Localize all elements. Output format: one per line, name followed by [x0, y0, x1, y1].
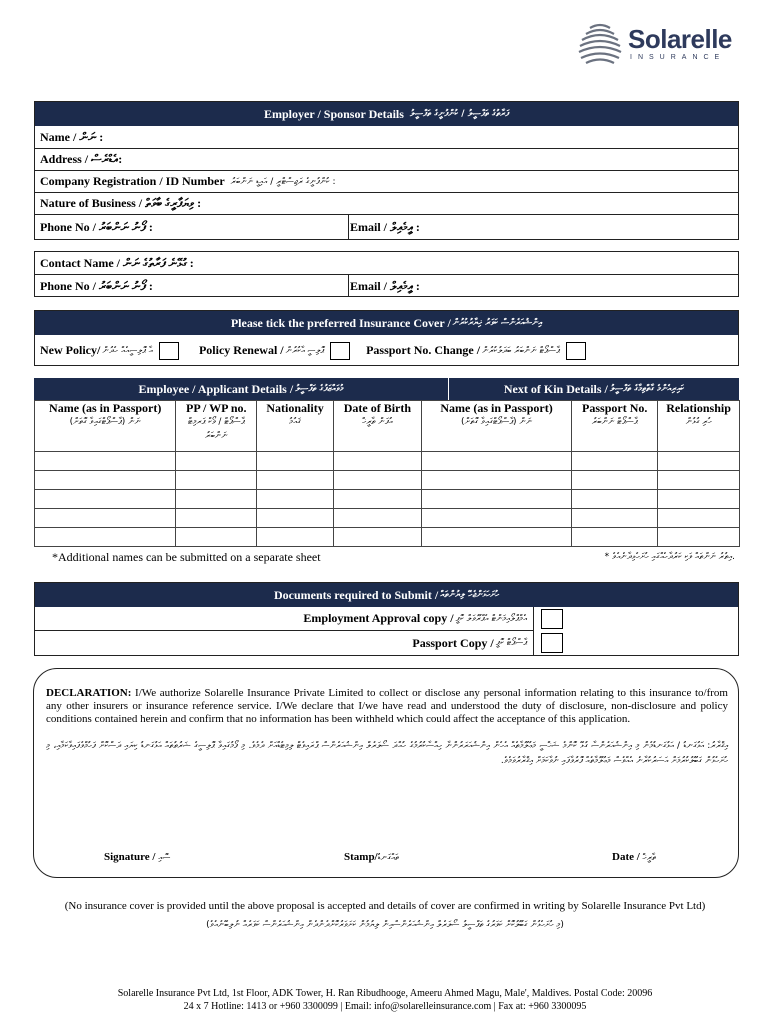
documents-header-dv: ހުށަހަޅަންޖެހޭ ލިޔުންތައް	[440, 590, 500, 600]
employer-address-label: Address / އެޑްރެސް:	[40, 152, 123, 166]
contact-email-label[interactable]: Email / އީމެއިލް :	[350, 278, 420, 293]
employer-email-label[interactable]: Email / އީމެއިލް :	[350, 220, 420, 234]
contact-name-label: Contact Name / ގުޅޭނެ ފަރާތުގެ ނަން :	[40, 255, 194, 270]
date-dv: ތާރީޚް	[642, 853, 656, 863]
policy-renewal-label: Policy Renewal /	[198, 343, 284, 357]
next-of-kin-header-label: Next of Kin Details /	[503, 381, 608, 396]
contact-phone-label[interactable]: Phone No / ފޯނު ނަންބަރު :	[40, 278, 153, 293]
passport-change-dv: ޕާސްޕޯޓް ނަންބަރު ބަދަލުކުރުން	[482, 345, 560, 356]
table-cell[interactable]	[333, 452, 421, 471]
col-kin-passport	[572, 401, 658, 452]
table-row	[35, 509, 740, 528]
contact-name-field[interactable]	[35, 252, 738, 275]
policy-renewal-checkbox[interactable]	[330, 342, 350, 360]
table-cell[interactable]	[257, 452, 334, 471]
col-nationality-label: Nationality	[266, 401, 324, 415]
contact-phone-email-divider	[348, 275, 349, 297]
table-cell[interactable]	[35, 528, 176, 547]
employer-name-field[interactable]	[35, 126, 738, 149]
table-cell[interactable]	[176, 490, 257, 509]
company-registration-label: Company Registration / ID Number	[40, 174, 225, 188]
passport-copy-label: Passport Copy /	[412, 635, 494, 650]
table-cell[interactable]	[35, 452, 176, 471]
col-kin-name-dv: ނަން (ޕާސްޕޯޓްގައިވާ ގޮތަށް)	[460, 417, 533, 427]
table-cell[interactable]	[333, 490, 421, 509]
approval-copy-dv: އެމްޕްލޯއިމަންޓް އެޕްރޫވަލް ކޮޕީ	[455, 613, 527, 624]
next-of-kin-header-dv: ކައިރިއެންމެ ގާތްތިމާގެ ތަފްސީލު	[609, 384, 685, 394]
table-row	[35, 452, 740, 471]
declaration-title: DECLARATION:	[46, 687, 132, 699]
cover-options-row	[40, 335, 738, 366]
employee-header-dv: މުވައްޒަފުގެ ތަފްސީލު	[295, 384, 344, 394]
col-nationality	[257, 401, 334, 452]
table-cell[interactable]	[257, 528, 334, 547]
passport-copy-row	[35, 631, 533, 655]
logo-globe-icon	[574, 16, 626, 68]
passport-copy-dv: ޕާސްޕޯޓް ކޮޕީ	[495, 638, 527, 648]
table-cell[interactable]	[257, 490, 334, 509]
col-nationality-dv: ޤައުމު	[289, 417, 302, 427]
contact-phone-email-row	[35, 275, 738, 297]
company-registration-dv: ކުންފުނީގެ ރަޖިސްޓްރީ / އައިޑީ ނަންބަރު :	[230, 176, 336, 187]
company-registration-field[interactable]	[35, 171, 738, 193]
new-policy-label: New Policy/	[40, 343, 101, 357]
col-dob	[333, 401, 421, 452]
employer-address-field[interactable]	[35, 149, 738, 171]
approval-copy-row	[35, 607, 533, 631]
passport-change-checkbox[interactable]	[566, 342, 586, 360]
table-row	[35, 528, 740, 547]
stamp-dv: ތައްގަނޑު	[377, 853, 400, 863]
table-cell[interactable]	[572, 452, 658, 471]
stamp-field[interactable]	[344, 851, 399, 863]
cover-notice-dv: (މި ހުށަހެޅުން ގަބޫލުކޮށް ކަވަރުގެ ތަފްސީލު ސޯލަރެލް އިންޝުއަރެންސްއިން ލިޔުމުން ކަށަވަރުކޮށްދެންދެން އިންޝުއަރެންސް ކަވަރެއް ނުލިބޭނެއެވެ)	[206, 920, 564, 930]
employee-header	[34, 378, 448, 400]
documents-divider	[533, 607, 534, 656]
table-cell[interactable]	[572, 490, 658, 509]
stamp-label: Stamp/	[344, 851, 378, 863]
table-row	[35, 490, 740, 509]
table-cell[interactable]	[176, 452, 257, 471]
signature-field[interactable]	[104, 851, 170, 863]
col-kin-passport-dv: ޕާސްޕޯޓް ނަންބަރު	[591, 417, 638, 427]
table-cell[interactable]	[421, 528, 571, 547]
table-cell[interactable]	[658, 509, 740, 528]
table-cell[interactable]	[572, 509, 658, 528]
table-cell[interactable]	[257, 509, 334, 528]
signature-label: Signature /	[104, 851, 159, 863]
table-cell[interactable]	[421, 452, 571, 471]
table-cell[interactable]	[658, 471, 740, 490]
date-field[interactable]	[612, 851, 656, 863]
col-name	[35, 401, 176, 452]
declaration-text	[46, 687, 728, 726]
employee-header-label: Employee / Applicant Details /	[138, 381, 294, 396]
passport-copy-checkbox[interactable]	[541, 633, 563, 653]
employer-phone-email-divider	[348, 215, 349, 240]
passport-change-label: Passport No. Change /	[366, 343, 481, 357]
table-cell[interactable]	[333, 471, 421, 490]
table-cell[interactable]	[572, 528, 658, 547]
employee-table	[34, 400, 740, 547]
col-pp-wp	[176, 401, 257, 452]
table-cell[interactable]	[176, 471, 257, 490]
table-cell[interactable]	[35, 471, 176, 490]
table-cell[interactable]	[176, 528, 257, 547]
employer-contact-row	[35, 215, 738, 240]
cover-header	[35, 311, 738, 335]
col-relationship-dv: ހުރި ގުޅުން	[685, 417, 712, 427]
cover-header-dv: އިންޝުއަރެންސް ކަވަރު ޚިޔާރުކުރުން	[452, 318, 543, 328]
declaration-body: I/We authorize Solarelle Insurance Private Limited to collect or disclose any personal information relating to this insurance to/from any other insurers or insurance reference service. I/We declare that I/we have read and understood the duty of disclosure, non-disclosure and policy conditions contained herein and confirm that no information has been withheld which could affect the acceptance of this application.	[46, 687, 728, 725]
cover-header-label: Please tick the preferred Insurance Cover /	[230, 315, 451, 330]
col-name-dv: ނަން (ޕާސްޕޯޓްގައިވާ ގޮތަށް)	[69, 417, 141, 427]
employer-header-label: Employer / Sponsor Details	[264, 106, 404, 121]
new-policy-checkbox[interactable]	[159, 342, 179, 360]
declaration-box	[33, 668, 739, 878]
col-name-label: Name (as in Passport)	[49, 401, 162, 415]
employer-section	[34, 101, 739, 240]
documents-header-label: Documents required to Submit /	[273, 587, 439, 602]
new-policy-dv: އާ ޕޮލިސީއެއް ހެދުން	[102, 345, 153, 356]
footer-contact: 24 x 7 Hotline: 1413 or +960 3300099 | Email: info@solarelleinsurance.com | Fax at: +960 3300095	[183, 1001, 587, 1012]
approval-copy-checkbox[interactable]	[541, 609, 563, 629]
employer-name-label: Name / ނަން :	[40, 129, 104, 144]
approval-copy-label: Employment Approval copy /	[303, 611, 454, 625]
nature-of-business-field[interactable]	[35, 193, 738, 215]
signature-dv: ސޮއި	[158, 853, 171, 863]
next-of-kin-header	[449, 378, 739, 400]
policy-renewal-dv: ޕޮލިސީ އާކުރުން	[285, 345, 325, 356]
table-cell[interactable]	[176, 509, 257, 528]
table-cell[interactable]	[572, 471, 658, 490]
additional-names-note: *Additional names can be submitted on a separate sheet	[52, 550, 321, 564]
employer-header-dv: ފަރާތުގެ ތަފްސީލު / ކުންފުނީގެ ތަފްސީލު	[409, 109, 509, 119]
col-kin-name-label: Name (as in Passport)	[440, 401, 553, 415]
documents-header	[35, 583, 738, 607]
table-cell[interactable]	[658, 452, 740, 471]
footer-address: Solarelle Insurance Pvt Ltd, 1st Floor, ADK Tower, H. Ran Ribudhooge, Ameeru Ahmed Magu, Male', Maldives. Postal Code: 20096	[117, 988, 653, 999]
employer-header	[35, 102, 738, 126]
table-cell[interactable]	[421, 509, 571, 528]
date-label: Date /	[612, 851, 643, 863]
col-dob-dv: އުފަން ތާރީޚް	[362, 417, 393, 427]
table-cell[interactable]	[35, 509, 176, 528]
table-cell[interactable]	[35, 490, 176, 509]
table-cell[interactable]	[333, 528, 421, 547]
logo-name: Solarelle	[628, 24, 732, 54]
declaration-text-dv: އިޤްރާރު: އަޅުގަނޑު / އަޅުގަނޑުމެން މި އިންޝުއަރެންސާ ގުޅޭ ކޮންމެ ޝަޚްސީ މަޢުލޫމާތެއް އެހެން އިންޝުއަރަރުންނާ ހިއްސާކުރުމުގެ ހުއްދަ ސޯލަރެލް އިންޝުއަރެންސް ޕްރައިވެޓް ލިމިޓެޑްއަށް ދެމެވެ. މި ފޯމުގައިވާ ޕޮލިސީގެ ޝަރުތުތައް އަޅުގަނޑު ކިޔައި ދަސްކޮށް ފަހުމްވެފައިވާކަމާއި، މި ހުށަހެޅުން ގަބޫލުކުރުމަށް އަސަރުކުރާނެ އެއްވެސް މަޢުލޫމާތެއް ފޮރުވާފައި ނުވާކަމަށް އިޤްރާރުވަމެވެ.	[46, 741, 728, 766]
additional-names-note-dv: * އިތުރު ނަންތައް ވަކި ކަރުދާހެއްގައި ހުށަހެޅިދާނެއެވެ.	[604, 552, 735, 562]
cover-notice: (No insurance cover is provided until the above proposal is accepted and details of cover are confirmed in writing by Solarelle Insurance Pvt Ltd)	[64, 900, 706, 912]
col-dob-label: Date of Birth	[343, 401, 412, 415]
col-pp-wp-dv: ޕާސްޕޯޓް / ވޯކް ޕަރމިޓް ނަންބަރު	[188, 417, 245, 441]
table-cell[interactable]	[333, 509, 421, 528]
table-cell[interactable]	[421, 471, 571, 490]
employer-phone-label[interactable]: Phone No / ފޯނު ނަންބަރު :	[40, 220, 153, 234]
cover-section	[34, 310, 739, 366]
contact-section	[34, 251, 739, 297]
col-relationship	[658, 401, 740, 452]
documents-section	[34, 582, 739, 656]
nature-of-business-label: Nature of Business / ވިޔަފާރީގެ ބާވަތް :	[40, 196, 202, 210]
table-cell[interactable]	[257, 471, 334, 490]
col-pp-wp-label: PP / WP no.	[186, 401, 247, 415]
table-cell[interactable]	[658, 490, 740, 509]
logo-subtitle: INSURANCE	[630, 54, 726, 61]
table-row	[35, 471, 740, 490]
col-kin-passport-label: Passport No.	[582, 401, 648, 415]
col-kin-name	[421, 401, 571, 452]
table-cell[interactable]	[421, 490, 571, 509]
col-relationship-label: Relationship	[666, 401, 731, 415]
company-logo	[574, 14, 744, 70]
table-cell[interactable]	[658, 528, 740, 547]
